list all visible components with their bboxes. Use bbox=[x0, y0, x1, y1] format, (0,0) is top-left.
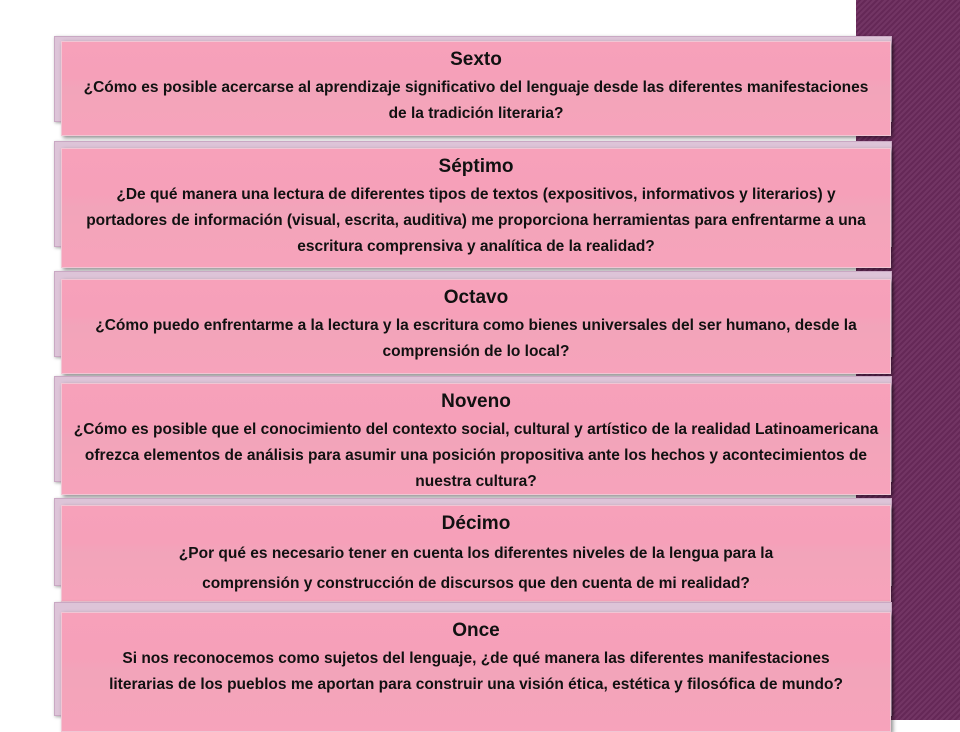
grade-question: ¿Cómo puedo enfrentarme a la lectura y la escritura como bienes universales del ser humano, desde la comprensión de lo local? bbox=[95, 317, 857, 360]
grade-title: Sexto bbox=[450, 49, 502, 70]
grade-question: ¿Por qué es necesario tener en cuenta los diferentes niveles de la lengua para la comprensión y construcción de discursos que den cuenta de mi realidad? bbox=[178, 545, 774, 592]
grade-question: ¿De qué manera una lectura de diferentes tipos de textos (expositivos, informativos y literarios) y portadores de información (visual, escrita, auditiva) me proporciona herramientas para enfrentarme a una escritura comprensiva y analítica de la realidad? bbox=[86, 186, 866, 255]
grade-title: Décimo bbox=[441, 513, 511, 534]
grade-question: ¿Cómo es posible que el conocimiento del contexto social, cultural y artístico de la realidad Latinoamericana ofrezca elementos de análisis para asumir una posición propositiva ante los hechos y acontecimientos de nuestra cultura? bbox=[73, 421, 879, 490]
grade-card-noveno bbox=[61, 383, 891, 495]
grade-question: Si nos reconocemos como sujetos del lenguaje, ¿de qué manera las diferentes manifestaciones literarias de los pueblos me aportan para construir una visión ética, estética y filosófica de mundo? bbox=[109, 650, 843, 693]
grade-card-sexto bbox=[61, 41, 891, 136]
grade-title: Once bbox=[452, 620, 500, 641]
grade-card-septimo bbox=[61, 148, 891, 268]
grade-title: Noveno bbox=[441, 391, 511, 412]
grade-card-once bbox=[61, 612, 891, 732]
grade-question: ¿Cómo es posible acercarse al aprendizaje significativo del lenguaje desde las diferentes manifestaciones de la tradición literaria? bbox=[83, 79, 869, 122]
grade-title: Octavo bbox=[443, 287, 509, 308]
grade-card-octavo bbox=[61, 279, 891, 374]
grade-card-decimo bbox=[61, 505, 891, 602]
grade-title: Séptimo bbox=[438, 156, 514, 177]
